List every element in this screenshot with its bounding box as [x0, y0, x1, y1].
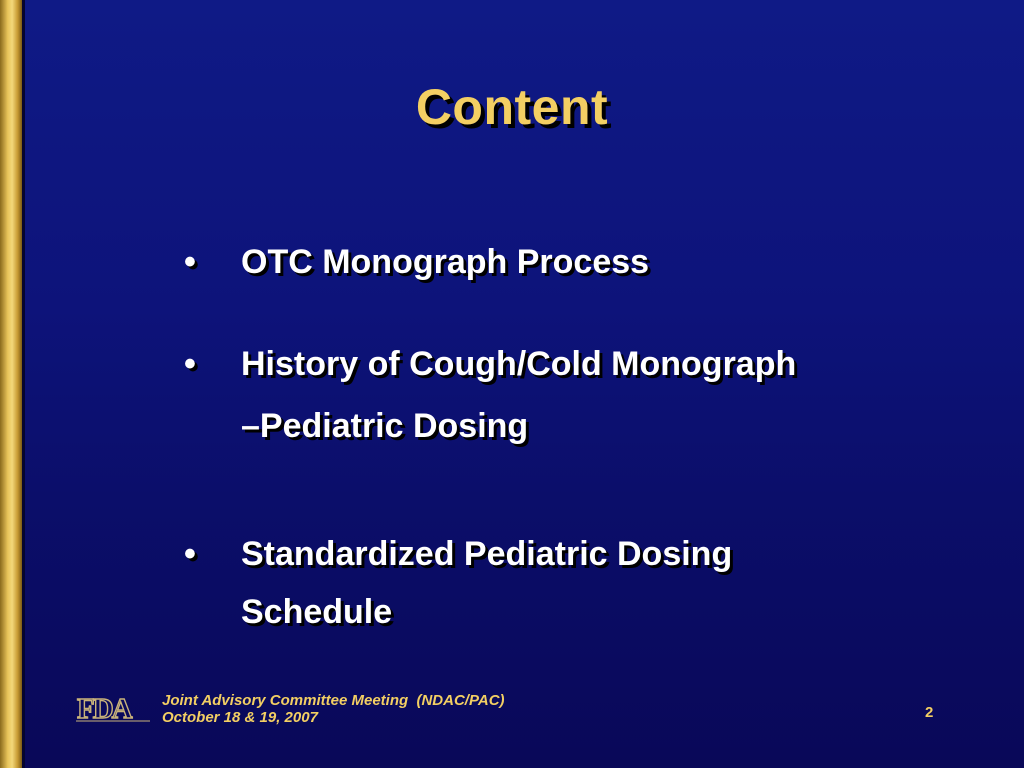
bullet-icon: • — [184, 243, 196, 281]
bullet-text: History of Cough/Cold Monograph — [241, 345, 797, 383]
bullet-text: OTC Monograph Process — [241, 243, 650, 281]
page-number: 2 — [925, 704, 934, 721]
dash-icon: – — [241, 407, 260, 445]
footer-meeting-dates: October 18 & 19, 2007 — [162, 709, 318, 726]
slide-title: Content — [415, 79, 609, 135]
bullet-text: Schedule — [241, 593, 393, 631]
bullet-text: Standardized Pediatric Dosing — [241, 535, 733, 573]
sub-bullet-item — [241, 398, 528, 455]
bullet-icon: • — [184, 345, 196, 383]
bullet-icon: • — [184, 535, 196, 573]
fda-logo — [76, 692, 152, 722]
footer-meeting-info — [162, 692, 505, 726]
footer-meeting-title: Joint Advisory Committee Meeting (NDAC/PAC) — [162, 692, 505, 709]
fda-logo-text: FDA — [77, 693, 131, 722]
sub-bullet-text: Pediatric Dosing — [259, 407, 529, 445]
